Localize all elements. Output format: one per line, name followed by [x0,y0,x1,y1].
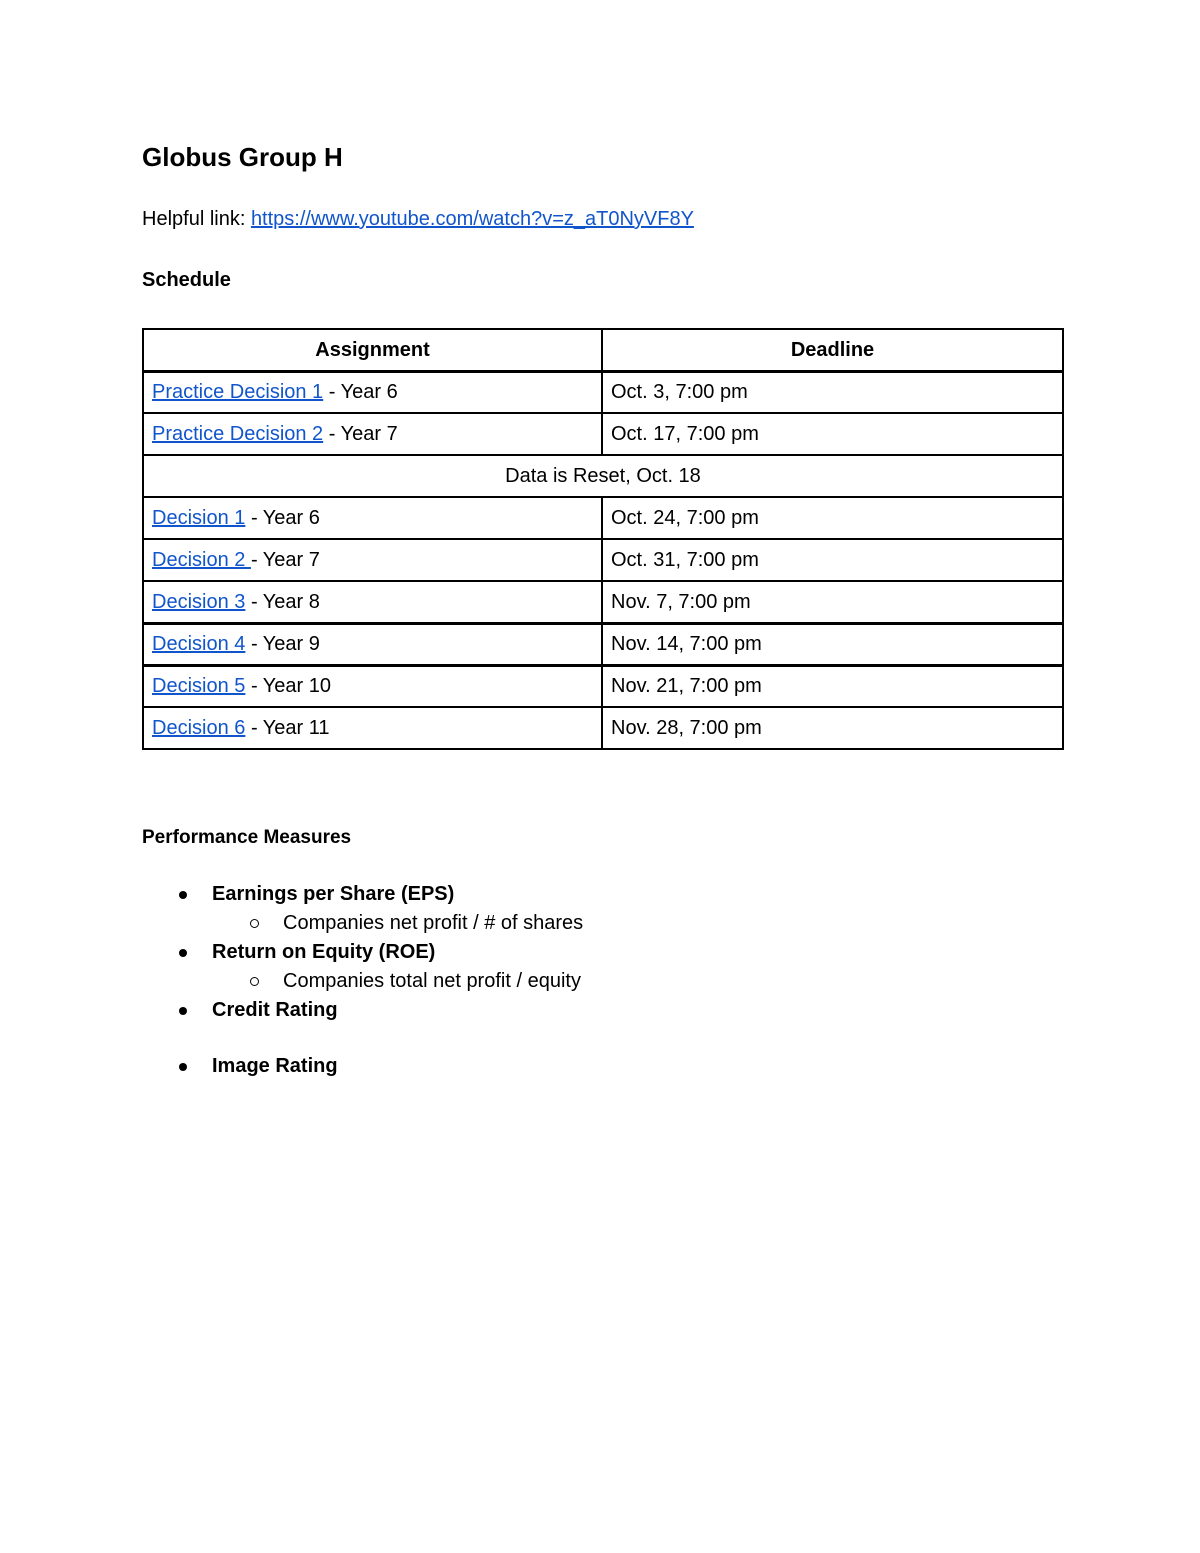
measure-description: Companies net profit / # of shares [283,912,584,934]
youtube-link[interactable]: https://www.youtube.com/watch?v=z_aT0NyVF8Y [250,208,694,230]
hollow-bullet-icon [250,977,259,986]
table-header-row [143,329,1063,371]
practice-decision-1-link[interactable]: Practice Decision 1 [152,381,324,404]
table-row [143,455,1063,497]
table-row [143,707,1063,749]
year-label: - Year 6 [245,507,320,529]
assignment-cell [143,371,602,413]
schedule-heading: Schedule [142,269,231,291]
deadline-cell: Oct. 31, 7:00 pm [602,539,1063,581]
year-label: - Year 6 [323,381,398,404]
document-title: Globus Group H [142,142,343,172]
decision-1-link[interactable]: Decision 1 [152,507,246,529]
list-item [142,938,1042,967]
data-reset-cell: Data is Reset, Oct. 18 [143,455,1063,497]
year-label: - Year 7 [323,423,398,445]
list-spacer [142,1025,1042,1052]
year-label: - Year 7 [250,549,320,571]
assignment-cell [143,539,602,581]
table-row [143,623,1063,665]
helpful-link-label: Helpful link: [142,208,251,230]
deadline-cell: Nov. 14, 7:00 pm [602,623,1063,665]
table-row [143,497,1063,539]
year-label: - Year 9 [245,633,320,655]
assignment-cell [143,707,602,749]
deadline-column-header: Deadline [602,329,1063,371]
performance-measures-heading: Performance Measures [142,827,352,848]
decision-6-link[interactable]: Decision 6 [152,717,246,739]
bullet-icon [179,949,187,957]
deadline-cell: Oct. 17, 7:00 pm [602,413,1063,455]
table-row [143,539,1063,581]
list-item [142,1052,1042,1081]
decision-3-link[interactable]: Decision 3 [152,590,246,613]
bullet-icon [179,1007,187,1015]
table-row [143,413,1063,455]
performance-measures-list [142,880,1042,1081]
measure-label: Earnings per Share (EPS) [212,883,455,905]
decision-5-link[interactable]: Decision 5 [152,675,246,698]
deadline-cell: Oct. 3, 7:00 pm [602,371,1063,413]
deadline-cell: Oct. 24, 7:00 pm [602,497,1063,539]
sub-list-item [142,967,1042,996]
measure-description: Companies total net profit / equity [283,970,581,992]
decision-4-link[interactable]: Decision 4 [152,633,246,655]
measure-label: Credit Rating [212,999,338,1021]
decision-2-link[interactable]: Decision 2 [152,549,251,571]
bullet-icon [179,891,187,899]
table-row [143,371,1063,413]
year-label: - Year 11 [245,717,330,739]
practice-decision-2-link[interactable]: Practice Decision 2 [152,423,324,445]
assignment-cell [143,581,602,623]
assignment-cell [143,665,602,707]
assignment-cell [143,497,602,539]
deadline-cell: Nov. 21, 7:00 pm [602,665,1063,707]
schedule-table [142,328,1064,750]
sub-list-item [142,909,1042,938]
year-label: - Year 10 [245,675,332,698]
table-row [143,581,1063,623]
deadline-cell: Nov. 7, 7:00 pm [602,581,1063,623]
year-label: - Year 8 [245,590,320,613]
hollow-bullet-icon [250,919,259,928]
table-row [143,665,1063,707]
deadline-cell: Nov. 28, 7:00 pm [602,707,1063,749]
measure-label: Return on Equity (ROE) [212,941,436,963]
assignment-column-header: Assignment [143,329,602,371]
list-item [142,996,1042,1025]
assignment-cell [143,413,602,455]
measure-label: Image Rating [212,1055,338,1077]
helpful-link-line [142,206,694,232]
list-item [142,880,1042,909]
bullet-icon [179,1063,187,1071]
assignment-cell [143,623,602,665]
